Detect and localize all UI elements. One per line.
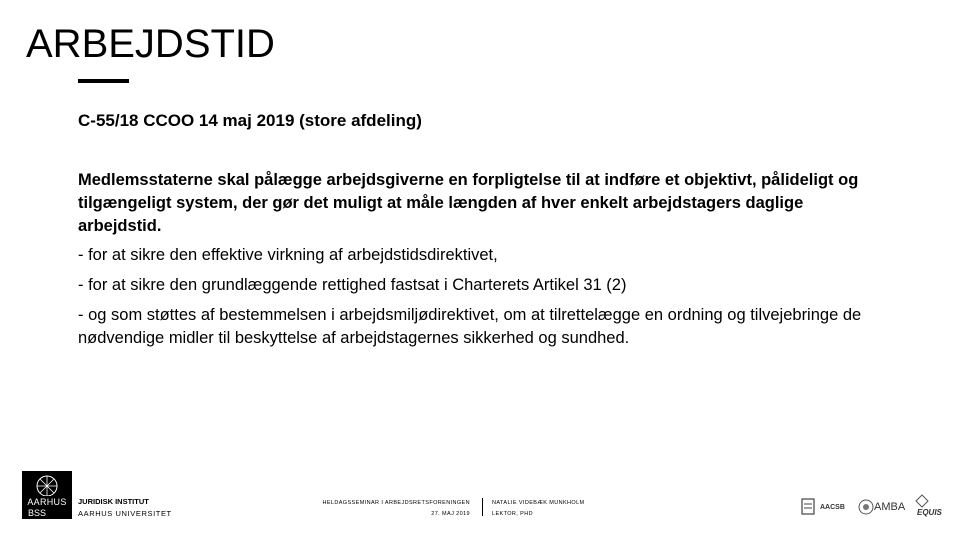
title-underline	[78, 79, 129, 83]
author-name: NATALIE VIDEBÆK MUNKHOLM	[492, 500, 585, 506]
amba-accreditation-logo	[858, 494, 908, 520]
amba-emblem-icon	[858, 496, 874, 518]
bullet-item: - og som støttes af bestemmelsen i arbejdsmiljødirektivet, om at tilrettelægge en ordning og tilvejebringe de nødvendige midler til beskyttelse af arbejdstagernes sikkerhed og sundhed.	[78, 306, 862, 347]
case-reference: C-55/18 CCOO 14 maj 2019 (store afdeling)	[78, 111, 422, 130]
bullet-item: - for at sikre den grundlæggende rettighed fastsat i Charterets Artikel 31 (2)	[78, 276, 627, 294]
aarhus-bss-logo	[22, 471, 72, 519]
equis-accreditation-logo	[913, 494, 949, 520]
aacsb-emblem-icon	[800, 496, 818, 518]
university-name: AARHUS UNIVERSITET	[78, 509, 172, 518]
institute-name: JURIDISK INSTITUT	[78, 497, 149, 506]
bullet-item: - for at sikre den effektive virkning af arbejdstidsdirektivet,	[78, 246, 498, 264]
slide-body	[78, 169, 878, 357]
author-title: LEKTOR, PHD	[492, 511, 533, 517]
amba-label: AMBA	[874, 501, 906, 513]
logo-text-aarhus: AARHUS	[27, 497, 67, 507]
event-date: 27. MAJ 2019	[431, 511, 470, 517]
aacsb-accreditation-logo	[800, 494, 852, 520]
university-seal-icon	[29, 474, 65, 496]
equis-emblem-icon	[915, 494, 929, 508]
footer-divider	[482, 498, 483, 516]
equis-label: EQUIS	[917, 508, 942, 517]
aacsb-label: AACSB	[820, 504, 845, 511]
slide-title: ARBEJDSTID	[26, 22, 275, 66]
event-name: HELDAGSSEMINAR I ARBEJDSRETSFORENINGEN	[322, 500, 470, 506]
logo-text-bss: BSS	[28, 508, 47, 518]
lead-paragraph: Medlemsstaterne skal pålægge arbejdsgiverne en forpligtelse til at indføre et objektivt, pålideligt og tilgængeligt system, der gør det muligt at måle længden af hver enkelt arbejdstagers daglige arbejdstid.	[78, 171, 859, 235]
